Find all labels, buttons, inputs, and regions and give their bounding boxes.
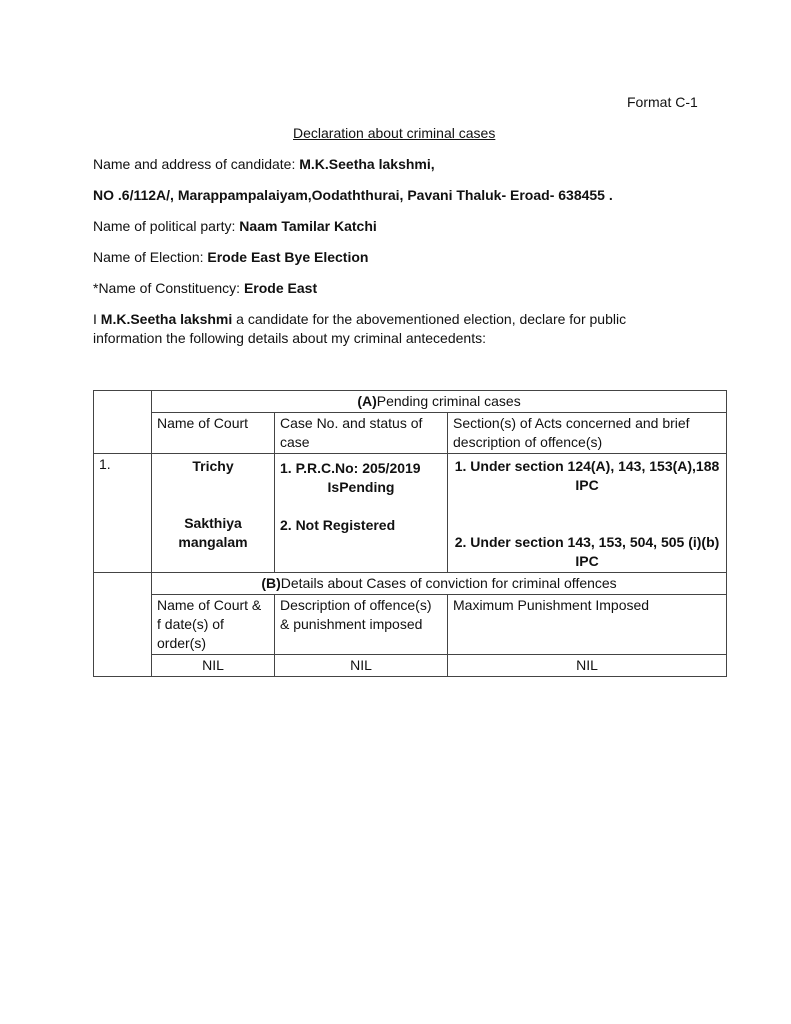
header-name-of-court: Name of Court [152, 413, 275, 454]
section-2-line-2: IPC [575, 553, 599, 569]
section-1-line-1: 1. Under section 124(A), 143, 153(A),188 [454, 458, 720, 474]
section-a-title [152, 391, 727, 413]
candidate-address: NO .6/112A/, Marappampalaiyam,Oodaththurai, Pavani Thaluk- Eroad- 638455 . [93, 187, 613, 203]
b-punishment-value: NIL [448, 655, 727, 677]
b-description-value: NIL [275, 655, 448, 677]
case-1-line-1: 1. P.R.C.No: 205/2019 [280, 460, 421, 476]
section-b-data-row [94, 655, 727, 677]
declaration-name: M.K.Seetha lakshmi [100, 311, 233, 327]
court-1: Trichy [192, 458, 234, 474]
candidate-name-value: M.K.Seetha lakshmi, [299, 156, 435, 172]
candidate-name-label: Name and address of candidate: [93, 156, 300, 172]
header-b-description: Description of offence(s) & punishment imposed [275, 595, 448, 655]
section-b-title-row [94, 573, 727, 595]
candidate-address-line [93, 187, 613, 203]
party-line [93, 218, 377, 234]
section-b-header-row [94, 595, 727, 655]
declaration-line-2: information the following details about my criminal antecedents: [93, 330, 486, 346]
section-1-line-2: IPC [575, 477, 599, 493]
section-2-line-1: 2. Under section 143, 153, 504, 505 (i)(b) [454, 534, 720, 550]
election-line [93, 249, 368, 265]
sl-no-cell: 1. [94, 454, 152, 573]
section-a-data-row [94, 454, 727, 573]
declaration-prefix: I [93, 311, 101, 327]
party-value: Naam Tamilar Katchi [239, 218, 377, 234]
section-b-marker: (B) [261, 575, 281, 591]
candidate-name-line [93, 156, 435, 172]
election-value: Erode East Bye Election [207, 249, 369, 265]
blank-cell [94, 391, 152, 454]
sections-cell [448, 454, 727, 573]
document-title: Declaration about criminal cases [293, 125, 496, 141]
b-court-value: NIL [152, 655, 275, 677]
court-cell [152, 454, 275, 573]
case-cell [275, 454, 448, 573]
header-b-punishment: Maximum Punishment Imposed [448, 595, 727, 655]
constituency-line [93, 280, 317, 296]
header-sections: Section(s) of Acts concerned and brief description of offence(s) [448, 413, 727, 454]
section-b-title-text: Details about Cases of conviction for criminal offences [280, 575, 617, 591]
section-a-title-text: Pending criminal cases [376, 393, 521, 409]
blank-cell [94, 573, 152, 677]
section-b-title [152, 573, 727, 595]
declaration-paragraph [93, 310, 693, 348]
case-1-line-2: IsPending [327, 479, 395, 495]
declaration-line-1-rest: a candidate for the abovementioned election, declare for public [232, 311, 627, 327]
section-a-title-row [94, 391, 727, 413]
header-case-status: Case No. and status of case [275, 413, 448, 454]
declaration-line-1 [93, 310, 693, 329]
section-a-header-row [94, 413, 727, 454]
court-2-line-2: mangalam [178, 534, 248, 550]
case-2: 2. Not Registered [280, 517, 396, 533]
constituency-value: Erode East [243, 280, 318, 296]
header-b-court: Name of Court & f date(s) of order(s) [152, 595, 275, 655]
format-label: Format C-1 [627, 94, 698, 110]
section-a-marker: (A) [357, 393, 377, 409]
constituency-label: *Name of Constituency: [93, 280, 244, 296]
court-2-line-1: Sakthiya [184, 515, 242, 531]
party-label: Name of political party: [93, 218, 240, 234]
election-label: Name of Election: [93, 249, 208, 265]
criminal-cases-table [93, 390, 727, 677]
